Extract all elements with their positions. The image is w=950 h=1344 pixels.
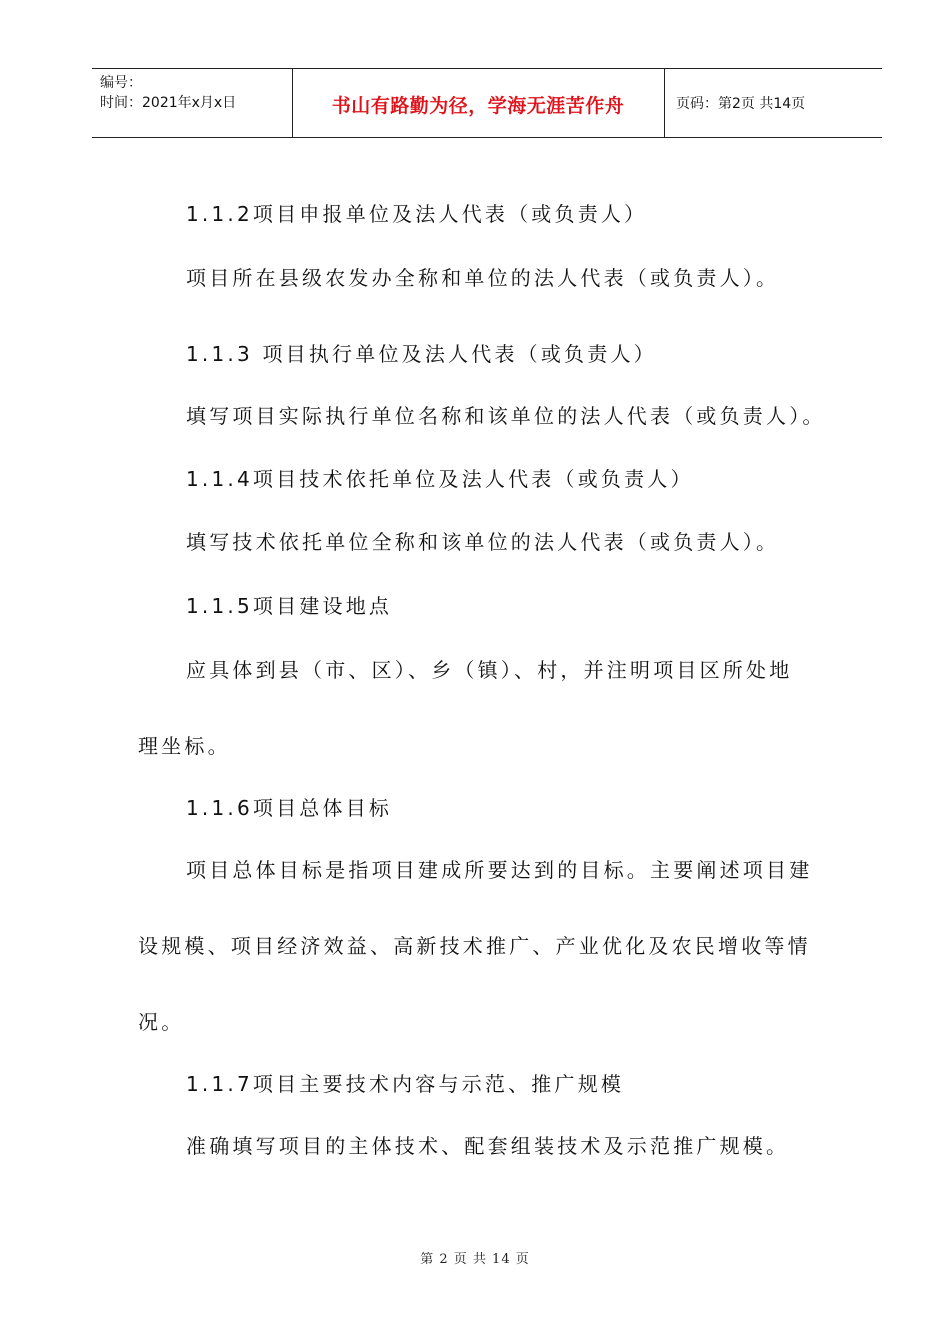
section-heading: 1.1.3 项目执行单位及法人代表（或负责人） [186, 342, 657, 366]
paragraph-line: 填写项目实际执行单位名称和该单位的法人代表（或负责人）。 [186, 404, 826, 428]
section-heading: 1.1.4项目技术依托单位及法人代表（或负责人） [186, 467, 694, 491]
header-page-info: 页码：第2页 共14页 [676, 96, 806, 112]
paragraph-line: 应具体到县（市、区）、乡（镇）、村，并注明项目区所处地 [186, 658, 793, 682]
paragraph-line: 填写技术依托单位全称和该单位的法人代表（或负责人）。 [186, 530, 780, 554]
section-heading: 1.1.5项目建设地点 [186, 594, 393, 618]
paragraph-line: 况。 [138, 1010, 185, 1034]
document-time-label: 时间：2021年x月x日 [100, 95, 237, 111]
paragraph-line: 准确填写项目的主体技术、配套组装技术及示范推广规模。 [186, 1134, 790, 1158]
section-heading: 1.1.7项目主要技术内容与示范、推广规模 [186, 1072, 625, 1096]
section-heading: 1.1.6项目总体目标 [186, 796, 393, 820]
paragraph-line: 项目所在县级农发办全称和单位的法人代表（或负责人）。 [186, 266, 780, 290]
page-header [92, 68, 882, 138]
paragraph-line: 理坐标。 [138, 734, 231, 758]
header-divider [664, 69, 665, 137]
document-number-label: 编号： [100, 75, 142, 91]
section-heading: 1.1.2项目申报单位及法人代表（或负责人） [186, 202, 648, 226]
paragraph-line: 设规模、项目经济效益、高新技术推广、产业优化及农民增收等情 [138, 934, 811, 958]
page-footer: 第 2 页 共 14 页 [420, 1252, 530, 1267]
header-motto: 书山有路勤为径，学海无涯苦作舟 [331, 95, 625, 117]
header-meta [100, 73, 236, 113]
paragraph-line: 项目总体目标是指项目建成所要达到的目标。主要阐述项目建 [186, 858, 813, 882]
